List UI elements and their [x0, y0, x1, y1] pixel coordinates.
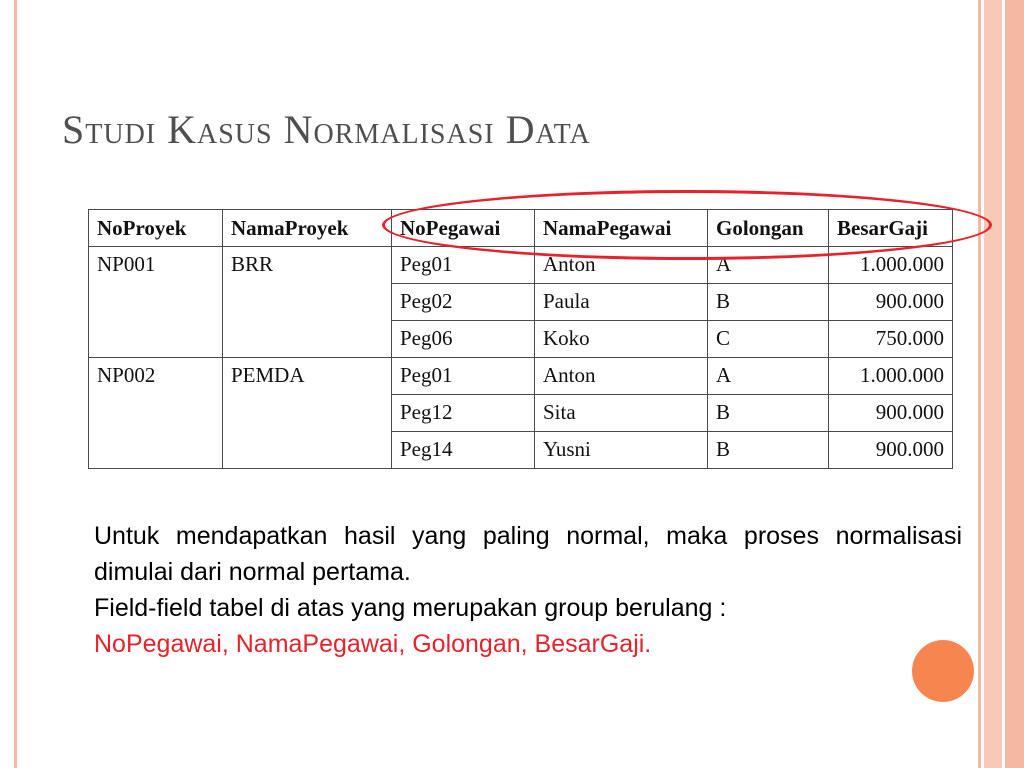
body-text: [94, 518, 962, 662]
table-row: [89, 358, 953, 395]
paragraph-group: Field-field tabel di atas yang merupakan group berulang :: [94, 594, 727, 622]
cell-golongan: A: [708, 358, 829, 395]
cell-golongan: B: [708, 284, 829, 321]
header-besargaji: BesarGaji: [829, 210, 953, 247]
cell-golongan: B: [708, 432, 829, 469]
cell-nopegawai: Peg12: [392, 395, 535, 432]
left-frame-line: [14, 0, 17, 768]
paragraph-intro: Untuk mendapatkan hasil yang paling normal, maka proses normalisasi dimulai dari normal pertama.: [94, 522, 962, 586]
cell-nopegawai: Peg01: [392, 358, 535, 395]
header-golongan: Golongan: [708, 210, 829, 247]
cell-noproyek: NP002: [89, 358, 223, 469]
cell-namapegawai: Anton: [535, 247, 708, 284]
header-namaproyek: NamaProyek: [223, 210, 392, 247]
cell-namaproyek: BRR: [223, 247, 392, 358]
right-frame-line: [978, 0, 981, 768]
header-namapegawai: NamaPegawai: [535, 210, 708, 247]
cell-nopegawai: Peg02: [392, 284, 535, 321]
cell-namapegawai: Paula: [535, 284, 708, 321]
cell-namapegawai: Yusni: [535, 432, 708, 469]
cell-nopegawai: Peg14: [392, 432, 535, 469]
decorative-circle: [912, 640, 974, 702]
cell-besargaji: 750.000: [829, 321, 953, 358]
repeating-group-fields: NoPegawai, NamaPegawai, Golongan, BesarGaji.: [94, 630, 652, 658]
cell-namapegawai: Sita: [535, 395, 708, 432]
cell-nopegawai: Peg01: [392, 247, 535, 284]
header-noproyek: NoProyek: [89, 210, 223, 247]
cell-besargaji: 1.000.000: [829, 247, 953, 284]
cell-besargaji: 900.000: [829, 432, 953, 469]
cell-nopegawai: Peg06: [392, 321, 535, 358]
cell-golongan: C: [708, 321, 829, 358]
cell-golongan: B: [708, 395, 829, 432]
cell-besargaji: 1.000.000: [829, 358, 953, 395]
right-frame-edge: [1005, 0, 1024, 768]
cell-golongan: A: [708, 247, 829, 284]
highlight-ellipse: [382, 190, 992, 260]
cell-besargaji: 900.000: [829, 284, 953, 321]
right-frame-band: [984, 0, 1002, 768]
cell-namapegawai: Anton: [535, 358, 708, 395]
cell-namaproyek: PEMDA: [223, 358, 392, 469]
cell-noproyek: NP001: [89, 247, 223, 358]
cell-besargaji: 900.000: [829, 395, 953, 432]
header-nopegawai: NoPegawai: [392, 210, 535, 247]
cell-namapegawai: Koko: [535, 321, 708, 358]
slide-title: Studi Kasus Normalisasi Data: [62, 107, 591, 152]
